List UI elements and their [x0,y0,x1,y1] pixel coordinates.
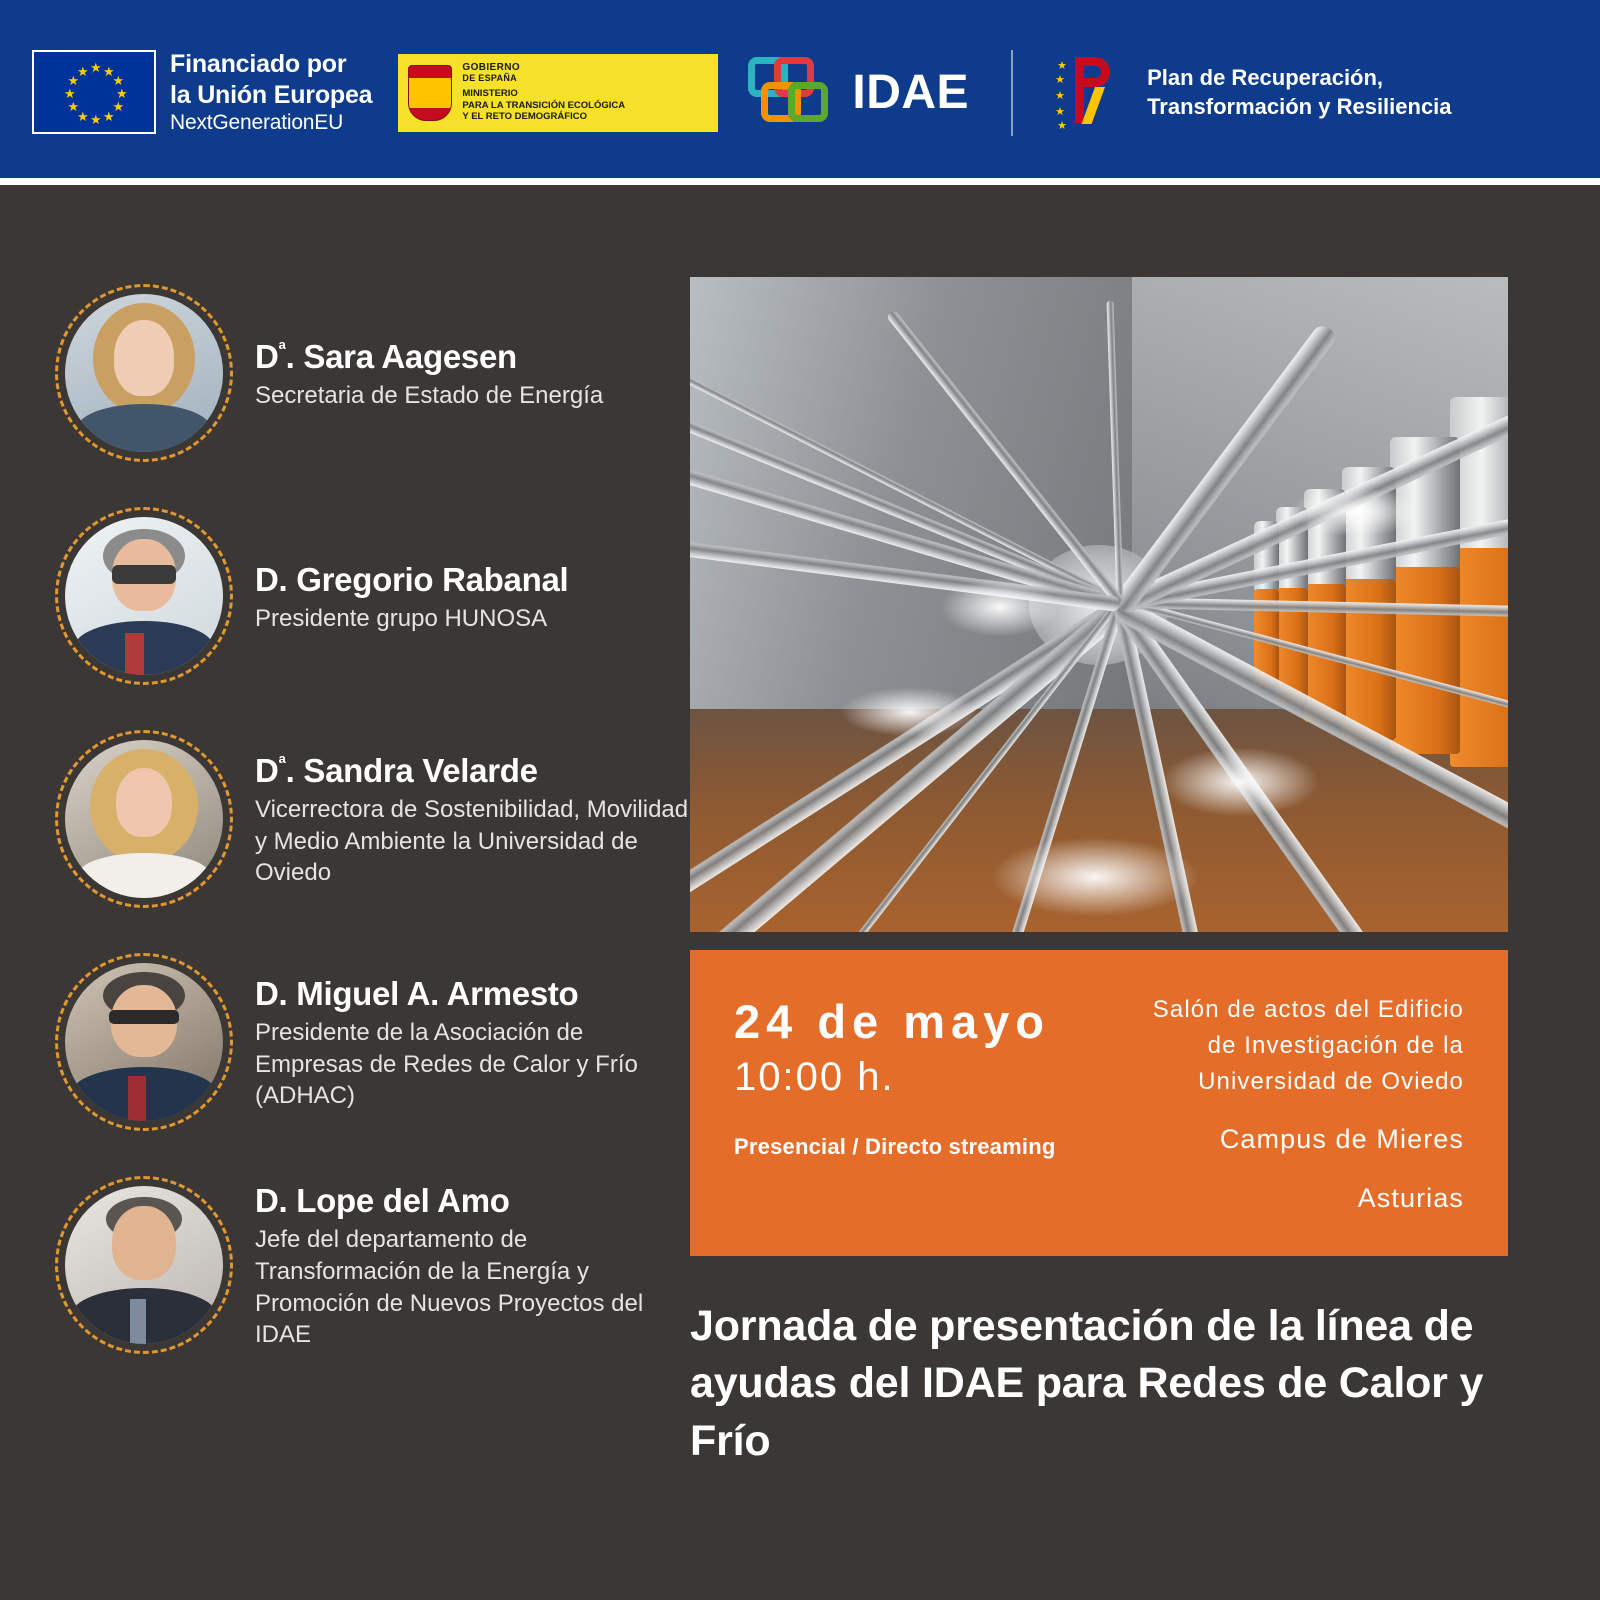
event-column [690,185,1600,1600]
gobierno-ministerio-block [398,54,718,132]
event-where [1153,992,1464,1218]
eu-funding-text [170,49,372,136]
venue-line-1: Salón de actos del Edificio [1152,996,1464,1023]
event-when [734,992,1055,1218]
speaker-info [255,1178,690,1352]
gobierno-line-1: GOBIERNO [462,61,521,73]
speaker-item [55,503,690,688]
event-mode: Presencial / Directo streaming [734,1134,1056,1159]
speaker-item [55,726,690,911]
speaker-role: Presidente grupo HUNOSA [255,604,548,632]
speaker-name: D. Lope del Amo [255,1181,510,1219]
gobierno-text [462,62,625,124]
funding-banner [0,0,1600,185]
avatar [55,1176,233,1354]
speaker-item [55,949,690,1134]
speakers-list [0,185,690,1600]
avatar [55,507,233,685]
idae-wordmark: IDAE [852,66,970,119]
speaker-role: Jefe del departamento de Transformación de la Energía y Promoción de Nuevos Proyectos del IDAE [255,1225,644,1349]
speaker-info [255,334,603,412]
banner-divider [1011,50,1013,136]
avatar [55,284,233,462]
prtr-line-2: Transformación y Resiliencia [1147,93,1452,119]
speaker-name: $D^ª$. Sara Aagesen [255,337,517,375]
ministerio-line-3: Y EL RETO DEMOGRÁFICO [462,111,587,123]
page-title: Jornada de presentación de la línea de ayudas del IDAE para Redes de Calor y Frío [690,1302,1484,1465]
eu-funding-block [32,49,372,136]
speaker-name: $D^ª$. Sandra Velarde [255,751,538,789]
ministerio-line-1: MINISTERIO [462,87,518,99]
eu-flag-icon: ★ ★ ★ ★ ★ ★ ★ ★ ★ ★ ★ ★ [32,50,156,134]
campus-line-2: Asturias [1357,1183,1464,1214]
prtr-text [1147,64,1451,121]
prtr-block [1055,53,1451,133]
venue-line-2: de Investigación de la [1207,1032,1464,1059]
speaker-name: D. Gregorio Rabanal [255,560,569,598]
speaker-info [255,748,690,890]
portrait-miguel-a-armesto [65,963,223,1121]
venue-line-3: Universidad de Oviedo [1198,1068,1464,1095]
speaker-role: Secretaria de Estado de Energía [255,381,604,409]
gobierno-line-2: DE ESPAÑA [462,72,517,83]
eu-line-2: la Unión Europea [170,80,373,109]
eu-line-1: Financiado por [170,50,347,79]
ministerio-line-2: PARA LA TRANSICIÓN ECOLÓGICA [462,99,626,111]
prtr-logo-icon: ★ ★ ★ ★ ★ [1055,53,1133,133]
eu-line-3: NextGenerationEU [170,111,344,135]
poster-body [0,185,1600,1600]
portrait-sara-aagesen [65,294,223,452]
spain-coat-of-arms-icon [408,65,452,121]
facility-photo [690,277,1508,932]
speaker-info [255,557,568,635]
avatar [55,953,233,1131]
event-details-band [690,950,1508,1256]
speaker-role: Presidente de la Asociación de Empresas de Redes de Calor y Frío (ADHAC) [255,1018,638,1110]
speaker-role: Vicerrectora de Sostenibilidad, Movilidad y Medio Ambiente la Universidad de Oviedo [255,795,689,887]
speaker-info [255,971,690,1113]
speaker-item [55,280,690,465]
avatar [55,730,233,908]
portrait-sandra-velarde [65,740,223,898]
prtr-line-1: Plan de Recuperación, [1147,64,1384,90]
campus-line-1: Campus de Mieres [1219,1124,1464,1154]
portrait-gregorio-rabanal [65,517,223,675]
speaker-name: D. Miguel A. Armesto [255,974,579,1012]
event-time: 10:00 h. [734,1055,895,1099]
idae-logo-block [748,54,969,132]
event-date: 24 de mayo [734,995,1051,1048]
portrait-lope-del-amo [65,1186,223,1344]
speaker-item [55,1172,690,1357]
idae-squares-logo-icon [748,54,840,132]
